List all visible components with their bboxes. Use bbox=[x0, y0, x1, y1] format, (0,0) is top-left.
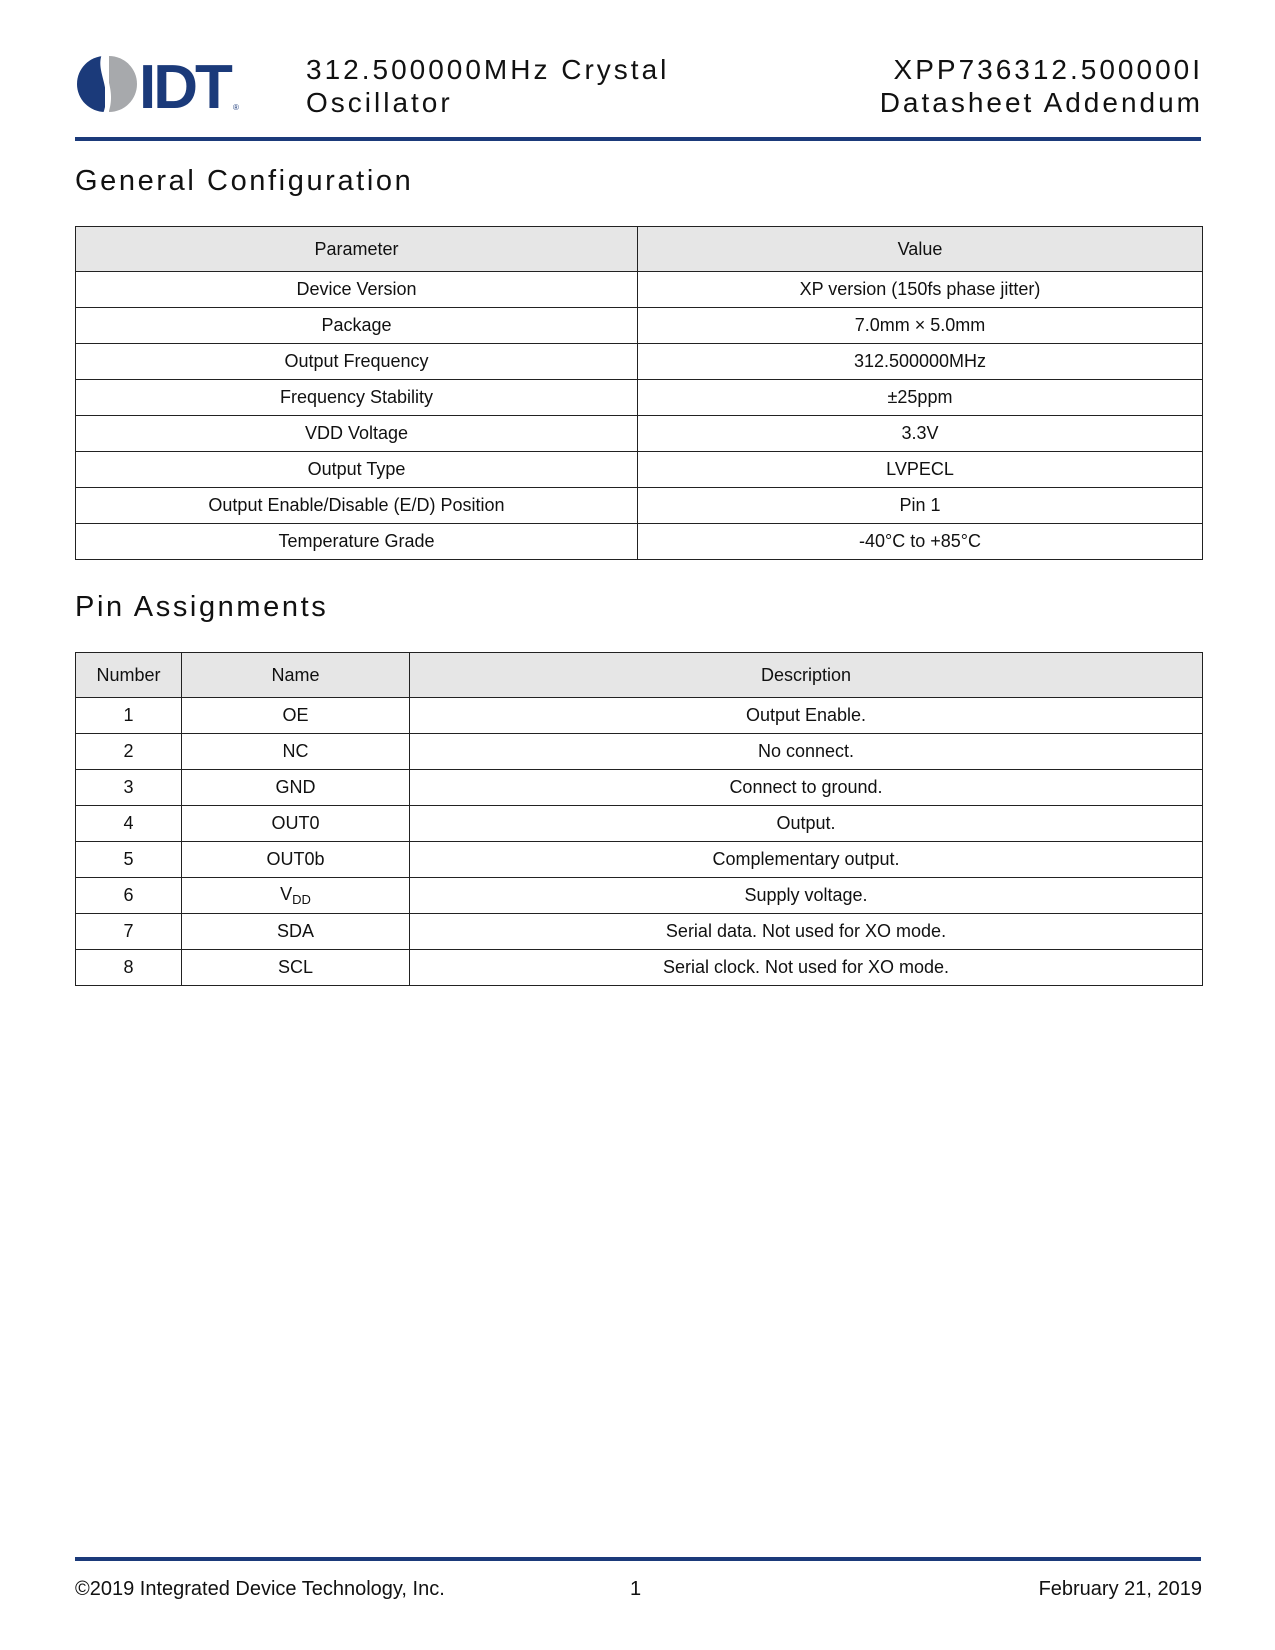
parameter-cell: Output Frequency bbox=[76, 344, 638, 380]
table-row bbox=[76, 770, 1203, 806]
table-row bbox=[76, 416, 1203, 452]
document-id bbox=[880, 53, 1203, 119]
pin-name bbox=[182, 878, 410, 914]
pin-number: 5 bbox=[76, 842, 182, 878]
value-cell: 312.500000MHz bbox=[638, 344, 1203, 380]
idt-logo-mark bbox=[73, 52, 243, 116]
general-config-heading: General Configuration bbox=[75, 165, 414, 197]
table-row bbox=[76, 452, 1203, 488]
pin-name: OE bbox=[182, 698, 410, 734]
doc-type: Datasheet Addendum bbox=[879, 87, 1203, 118]
value-cell: -40°C to +85°C bbox=[638, 524, 1203, 560]
parameter-cell: Temperature Grade bbox=[76, 524, 638, 560]
parameter-cell: Output Type bbox=[76, 452, 638, 488]
parameter-cell: Frequency Stability bbox=[76, 380, 638, 416]
pin-name-subscript: DD bbox=[292, 892, 311, 907]
table-row bbox=[76, 878, 1203, 914]
pin-description: Output. bbox=[410, 806, 1203, 842]
parameter-cell: Output Enable/Disable (E/D) Position bbox=[76, 488, 638, 524]
general-config-table bbox=[75, 226, 1203, 560]
table-row bbox=[76, 272, 1203, 308]
pin-number: 3 bbox=[76, 770, 182, 806]
column-header-number: Number bbox=[76, 653, 182, 698]
pin-name: OUT0 bbox=[182, 806, 410, 842]
table-header-row bbox=[76, 227, 1203, 272]
table-row bbox=[76, 380, 1203, 416]
table-row bbox=[76, 488, 1203, 524]
pin-description: Output Enable. bbox=[410, 698, 1203, 734]
column-header-value: Value bbox=[638, 227, 1203, 272]
table-row bbox=[76, 734, 1203, 770]
column-header-name: Name bbox=[182, 653, 410, 698]
table-row bbox=[76, 524, 1203, 560]
value-cell: Pin 1 bbox=[638, 488, 1203, 524]
pin-number: 2 bbox=[76, 734, 182, 770]
pin-description: Complementary output. bbox=[410, 842, 1203, 878]
value-cell: 7.0mm × 5.0mm bbox=[638, 308, 1203, 344]
parameter-cell: Package bbox=[76, 308, 638, 344]
parameter-cell: VDD Voltage bbox=[76, 416, 638, 452]
logo-text: IDT bbox=[139, 53, 230, 116]
column-header-parameter: Parameter bbox=[76, 227, 638, 272]
pin-number: 6 bbox=[76, 878, 182, 914]
value-cell: ±25ppm bbox=[638, 380, 1203, 416]
table-row bbox=[76, 698, 1203, 734]
value-cell: XP version (150fs phase jitter) bbox=[638, 272, 1203, 308]
pin-description: Serial data. Not used for XO mode. bbox=[410, 914, 1203, 950]
title-line-2: Oscillator bbox=[306, 87, 453, 118]
header-divider bbox=[75, 137, 1201, 141]
idt-logo bbox=[73, 52, 243, 116]
pin-name: SCL bbox=[182, 950, 410, 986]
column-header-description: Description bbox=[410, 653, 1203, 698]
table-row bbox=[76, 842, 1203, 878]
pin-description: No connect. bbox=[410, 734, 1203, 770]
pin-name: NC bbox=[182, 734, 410, 770]
pin-name: OUT0b bbox=[182, 842, 410, 878]
table-row bbox=[76, 806, 1203, 842]
pin-name-base: V bbox=[280, 884, 293, 904]
table-header-row bbox=[76, 653, 1203, 698]
document-title bbox=[306, 53, 669, 119]
pin-assignments-heading: Pin Assignments bbox=[75, 591, 329, 623]
parameter-cell: Device Version bbox=[76, 272, 638, 308]
pin-number: 8 bbox=[76, 950, 182, 986]
table-row bbox=[76, 308, 1203, 344]
table-row bbox=[76, 950, 1203, 986]
footer-copyright: ©2019 Integrated Device Technology, Inc. bbox=[75, 1578, 445, 1600]
footer-page-number: 1 bbox=[630, 1578, 642, 1600]
pin-number: 7 bbox=[76, 914, 182, 950]
value-cell: 3.3V bbox=[638, 416, 1203, 452]
pin-number: 1 bbox=[76, 698, 182, 734]
table-row bbox=[76, 344, 1203, 380]
pin-description: Serial clock. Not used for XO mode. bbox=[410, 950, 1203, 986]
pin-number: 4 bbox=[76, 806, 182, 842]
pin-description: Supply voltage. bbox=[410, 878, 1203, 914]
part-number: XPP736312.500000I bbox=[893, 54, 1203, 85]
table-row bbox=[76, 914, 1203, 950]
pin-name: SDA bbox=[182, 914, 410, 950]
pin-description: Connect to ground. bbox=[410, 770, 1203, 806]
footer-date: February 21, 2019 bbox=[1038, 1578, 1202, 1600]
value-cell: LVPECL bbox=[638, 452, 1203, 488]
footer-divider bbox=[75, 1557, 1201, 1561]
svg-text:®: ® bbox=[233, 103, 239, 112]
pin-assignments-table bbox=[75, 652, 1203, 986]
pin-name: GND bbox=[182, 770, 410, 806]
title-line-1: 312.500000MHz Crystal bbox=[306, 54, 670, 85]
